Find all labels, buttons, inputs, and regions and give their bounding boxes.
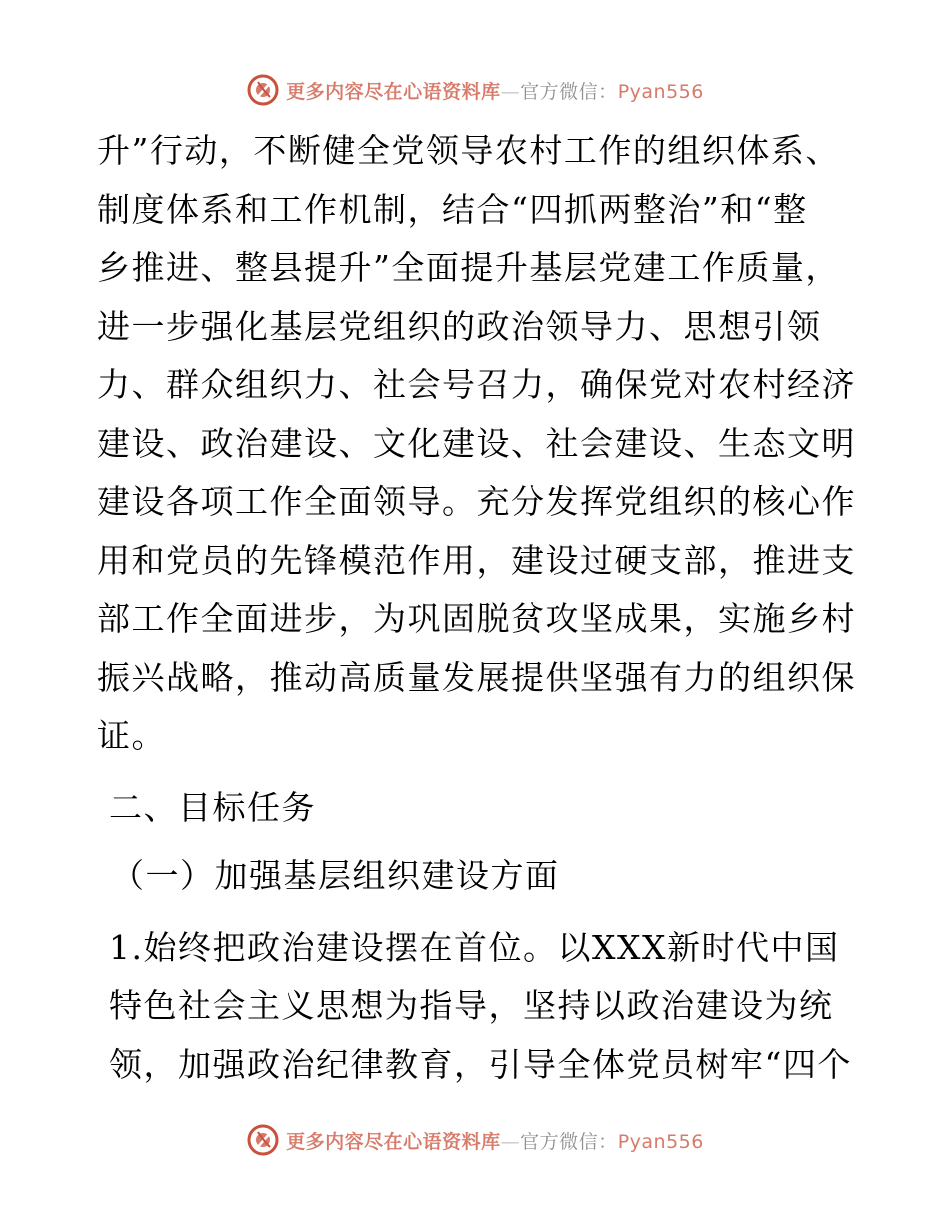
watermark-id: Pyan556 [617,1130,704,1153]
paragraph-line: 升”行动，不断健全党领导农村工作的组织体系、 [97,131,840,170]
paragraph-line: 部工作全面进步，为巩固脱贫攻坚成果，实施乡村 [97,599,856,638]
paragraph-line: 用和党员的先锋模范作用，建设过硬支部，推进支 [97,540,856,580]
document-body [97,122,857,1094]
flower-seal-icon [246,1123,280,1157]
header-watermark [0,70,950,110]
flower-seal-icon [246,73,280,107]
watermark-text [286,77,704,104]
footer-watermark [0,1120,950,1160]
section-heading: 二、目标任务 [109,787,316,827]
item-1-paragraph [97,919,857,1095]
paragraph-line: 制度体系和工作机制，结合“四抓两整治”和“整 [97,189,808,229]
paragraph-line: 领，加强政治纪律教育，引导全体党员树牢“四个 [109,1044,852,1084]
watermark-id: Pyan556 [617,80,704,103]
paragraph-1 [97,122,857,766]
paragraph-line: 乡推进、整县提升”全面提升基层党建工作质量， [97,248,840,287]
watermark-brand: 更多内容尽在心语资料库 [286,80,501,103]
watermark-separator: — [500,1130,521,1153]
paragraph-line: 证。 [97,716,166,755]
paragraph-line: 建设各项工作全面领导。充分发挥党组织的核心作 [97,482,856,521]
paragraph-line: 进一步强化基层党组织的政治领导力、思想引领 [97,306,822,346]
watermark-label: 官方微信： [520,80,618,103]
paragraph-line: 1.始终把政治建设摆在首位。以XXX新时代中国 [109,927,840,967]
paragraph-line: 力、群众组织力、社会号召力，确保党对农村经济 [97,365,856,404]
subsection-heading: （一）加强基层组织建设方面 [111,856,560,895]
watermark-text [286,1127,704,1154]
watermark-separator: — [500,80,521,103]
paragraph-line: 建设、政治建设、文化建设、社会建设、生态文明 [97,423,856,463]
watermark-brand: 更多内容尽在心语资料库 [286,1130,501,1153]
watermark-label: 官方微信： [520,1130,618,1153]
paragraph-line: 振兴战略，推动高质量发展提供坚强有力的组织保 [97,657,856,697]
paragraph-line: 特色社会主义思想为指导，坚持以政治建设为统 [109,986,834,1025]
